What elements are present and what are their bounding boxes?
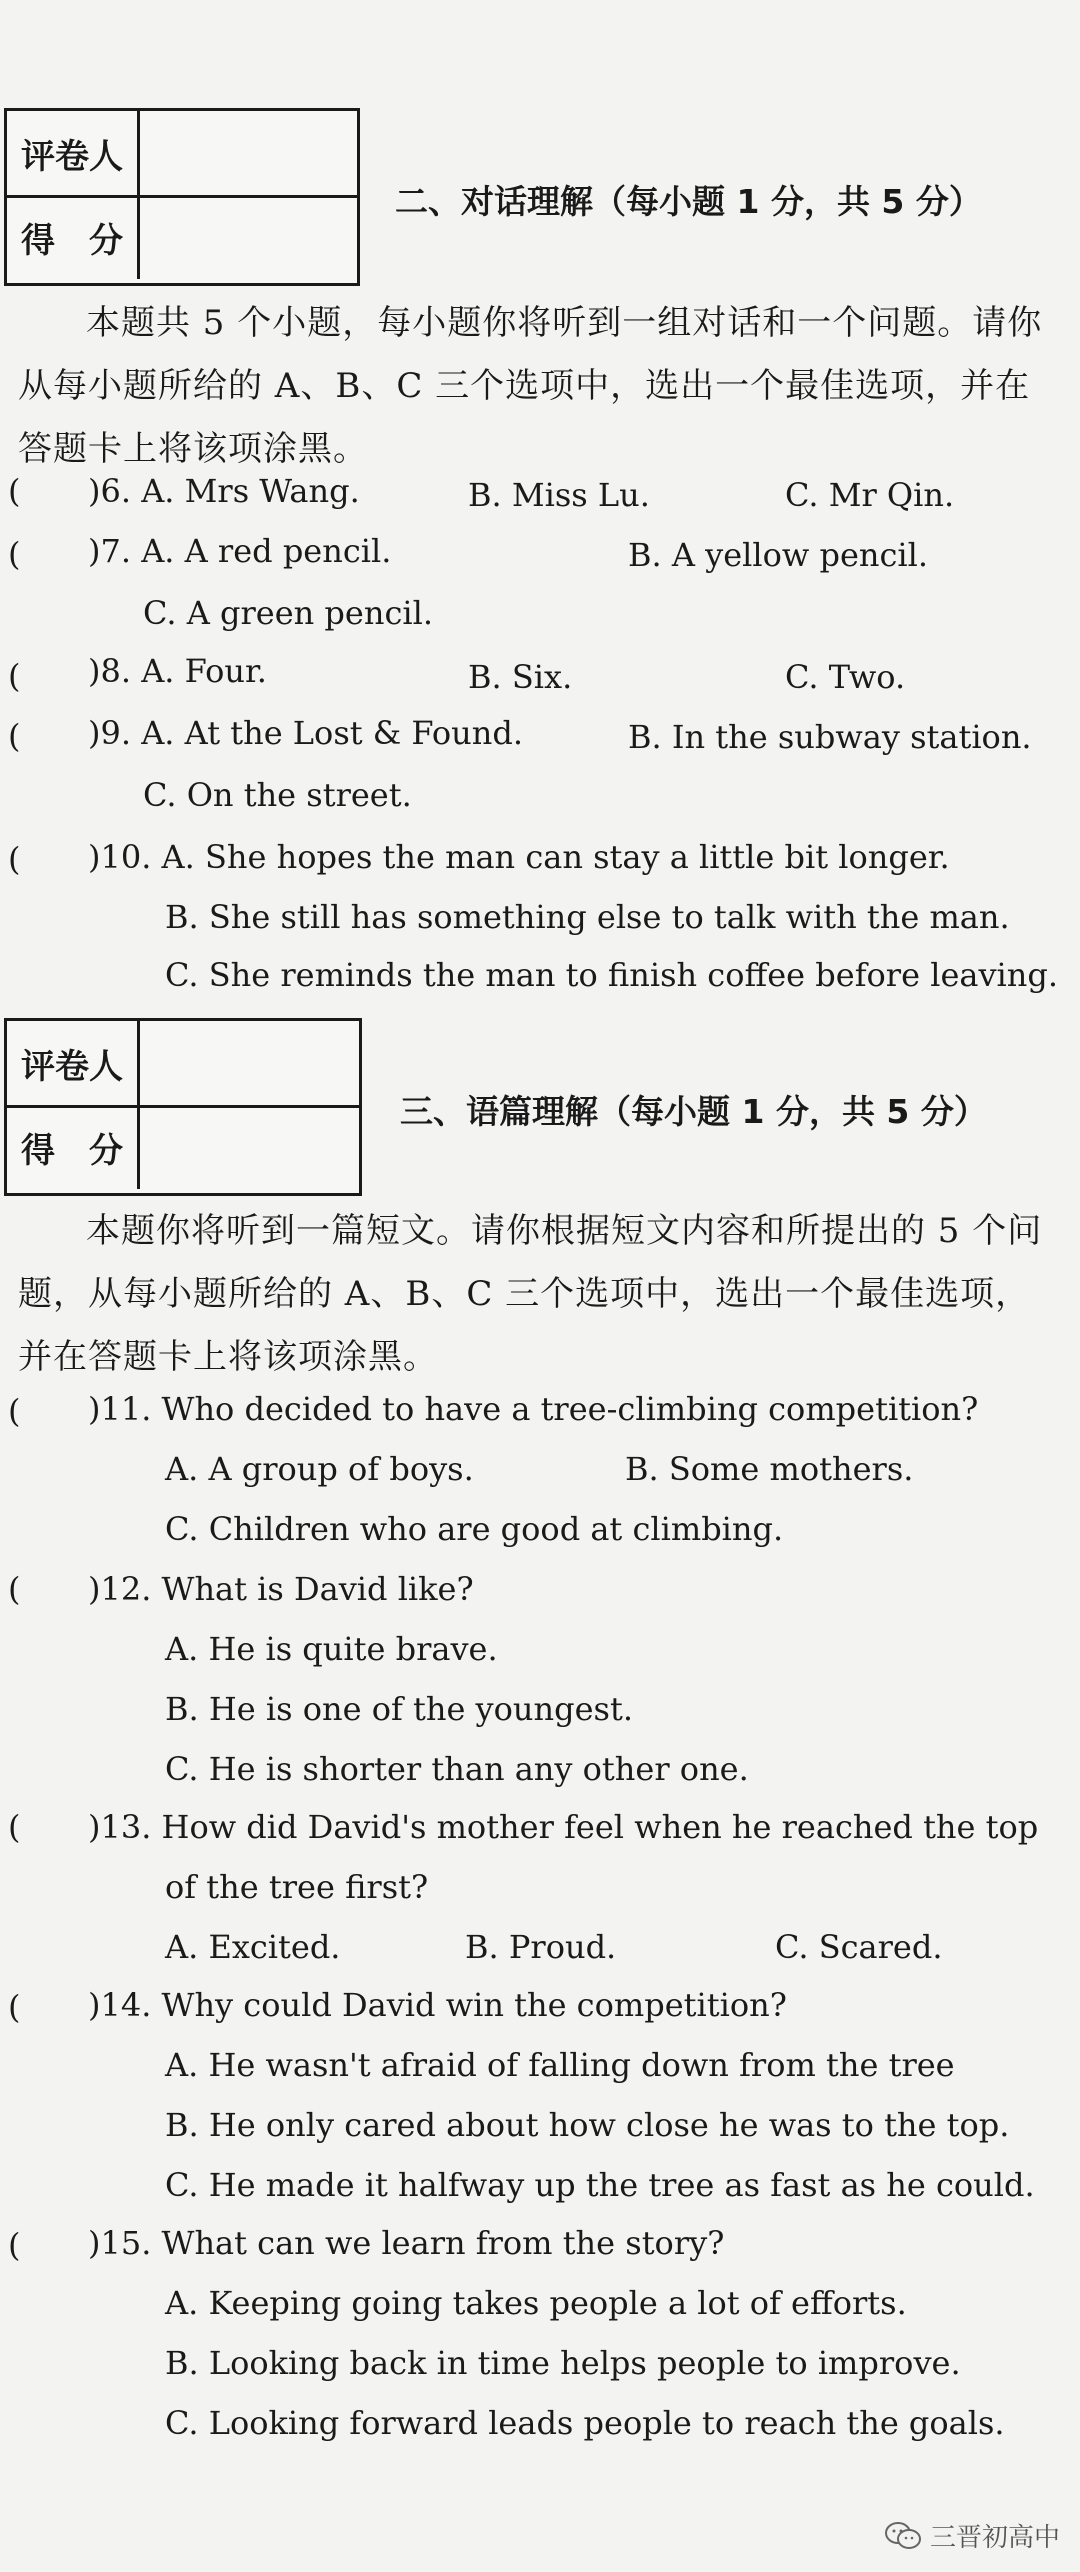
section2-title: 二、对话理解（每小题 1 分，共 5 分） — [395, 182, 982, 221]
q7-option-b: B. A yellow pencil. — [628, 536, 929, 574]
q15-option-a: A. Keeping going takes people a lot of efforts. — [165, 2284, 907, 2322]
q7-option-c: C. A green pencil. — [143, 594, 433, 632]
watermark — [884, 2517, 1060, 2554]
q10-option-b: B. She still has something else to talk with the man. — [165, 898, 1010, 936]
q13-option-b: B. Proud. — [465, 1928, 617, 1966]
q8-option-a: )8. A. Four. — [88, 652, 267, 690]
section2-instructions: 本题共 5 个小题，每小题你将听到一组对话和一个问题。请你从每小题所给的 A、B、C 三个选项中，选出一个最佳选项，并在答题卡上将该项涂黑。 — [18, 303, 1043, 469]
score-box-section2 — [4, 108, 360, 286]
q11-option-c: C. Children who are good at climbing. — [165, 1510, 784, 1548]
q11-option-b: B. Some mothers. — [625, 1450, 914, 1488]
q11-question: )11. Who decided to have a tree-climbing competition? — [88, 1390, 979, 1428]
q8-option-b: B. Six. — [468, 658, 573, 696]
answer-paren: ( — [8, 1808, 21, 1846]
section3-instructions: 本题你将听到一篇短文。请你根据短文内容和所提出的 5 个问题，从每小题所给的 A、B、C 三个选项中，选出一个最佳选项，并在答题卡上将该项涂黑。 — [18, 1211, 1043, 1377]
section3-title: 三、语篇理解（每小题 1 分，共 5 分） — [400, 1092, 987, 1131]
q11-option-a: A. A group of boys. — [165, 1450, 474, 1488]
answer-paren: ( — [8, 840, 21, 878]
q8-option-c: C. Two. — [785, 658, 906, 696]
q9-option-c: C. On the street. — [143, 776, 412, 814]
answer-paren: ( — [8, 1988, 21, 2026]
answer-paren: ( — [8, 1570, 21, 1608]
q14-option-c: C. He made it halfway up the tree as fast as he could. — [165, 2166, 1035, 2204]
q12-option-c: C. He is shorter than any other one. — [165, 1750, 749, 1788]
q15-question: )15. What can we learn from the story? — [88, 2224, 725, 2262]
score-label: 得 分 — [7, 195, 140, 279]
scorer-label: 评卷人 — [7, 111, 140, 195]
q13-question: )13. How did David's mother feel when he reached the top — [88, 1808, 1039, 1846]
q6-option-b: B. Miss Lu. — [468, 476, 650, 514]
answer-paren: ( — [8, 535, 21, 573]
score-label: 得 分 — [7, 1105, 140, 1189]
q6-option-c: C. Mr Qin. — [785, 476, 955, 514]
answer-paren: ( — [8, 1392, 21, 1430]
answer-paren: ( — [8, 472, 21, 510]
q14-option-a: A. He wasn't afraid of falling down from the tree — [165, 2046, 955, 2084]
q15-option-b: B. Looking back in time helps people to improve. — [165, 2344, 961, 2382]
q10-option-a: )10. A. She hopes the man can stay a little bit longer. — [88, 838, 950, 876]
wechat-icon — [884, 2521, 922, 2551]
answer-paren: ( — [8, 657, 21, 695]
q14-question: )14. Why could David win the competition? — [88, 1986, 787, 2024]
score-box-section3 — [4, 1018, 362, 1196]
q12-question: )12. What is David like? — [88, 1570, 474, 1608]
q13-option-c: C. Scared. — [775, 1928, 943, 1966]
q15-option-c: C. Looking forward leads people to reach the goals. — [165, 2404, 1005, 2442]
q12-option-a: A. He is quite brave. — [165, 1630, 498, 1668]
answer-paren: ( — [8, 2226, 21, 2264]
q13-option-a: A. Excited. — [165, 1928, 341, 1966]
q9-option-a: )9. A. At the Lost & Found. — [88, 714, 524, 752]
q14-option-b: B. He only cared about how close he was to the top. — [165, 2106, 1010, 2144]
q13-question-cont: of the tree first? — [165, 1868, 429, 1906]
q6-option-a: )6. A. Mrs Wang. — [88, 472, 360, 510]
q10-option-c: C. She reminds the man to finish coffee before leaving. — [165, 956, 1059, 994]
q7-option-a: )7. A. A red pencil. — [88, 532, 392, 570]
watermark-text: 三晋初高中 — [929, 2523, 1060, 2553]
answer-paren: ( — [8, 717, 21, 755]
scorer-label: 评卷人 — [7, 1021, 140, 1105]
q9-option-b: B. In the subway station. — [628, 718, 1032, 756]
q12-option-b: B. He is one of the youngest. — [165, 1690, 633, 1728]
